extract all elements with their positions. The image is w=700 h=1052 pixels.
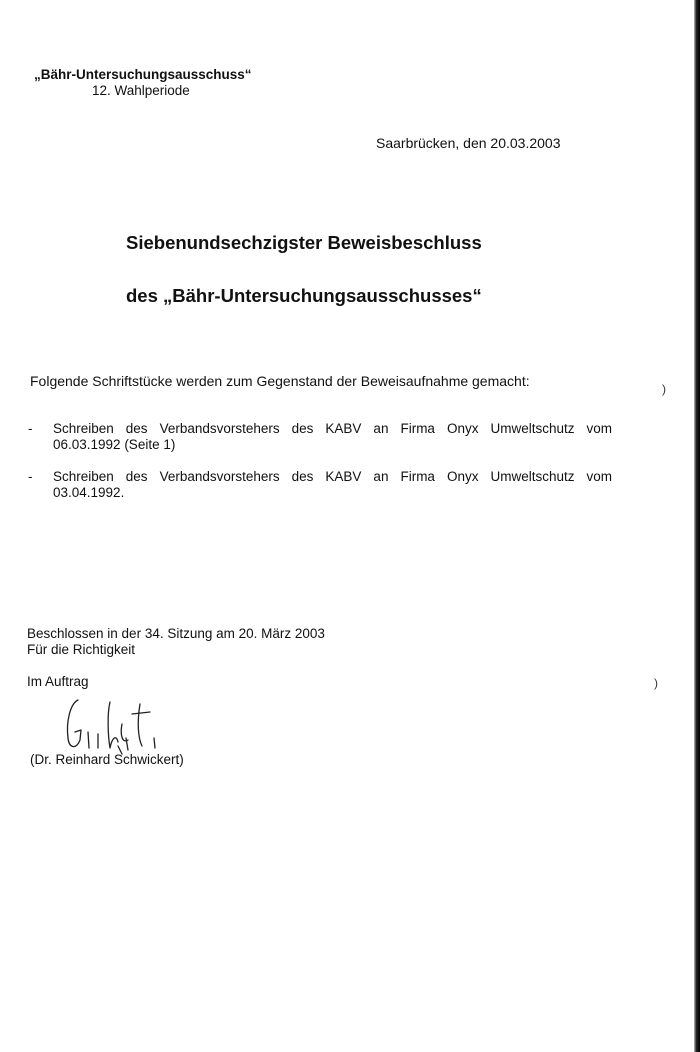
list-item-text — [53, 421, 612, 453]
scan-edge — [694, 0, 700, 1052]
margin-mark: ) — [662, 382, 666, 396]
list-item-line: 06.03.1992 (Seite 1) — [53, 437, 176, 452]
signer-name: (Dr. Reinhard Schwickert) — [30, 752, 184, 767]
committee-name: „Bähr-Untersuchungsausschuss“ — [34, 67, 252, 82]
list-item-line: 03.04.1992. — [53, 485, 125, 500]
margin-mark: ) — [654, 676, 658, 690]
on-behalf-note: Im Auftrag — [27, 674, 89, 689]
list-item-line: Schreiben des Verbandsvorstehers des KABV an Firma Onyx Umweltschutz vom — [53, 421, 612, 436]
place-date: Saarbrücken, den 20.03.2003 — [376, 135, 561, 151]
document-title: Siebenundsechzigster Beweisbeschluss — [126, 232, 482, 253]
list-dash: - — [28, 469, 33, 484]
list-item-text — [53, 469, 612, 501]
resolution-note: Beschlossen in der 34. Sitzung am 20. März 2003 — [27, 626, 325, 641]
list-dash: - — [28, 421, 33, 436]
certification-note: Für die Richtigkeit — [27, 642, 136, 657]
handwritten-signature — [58, 694, 178, 756]
intro-text: Folgende Schriftstücke werden zum Gegenstand der Beweisaufnahme gemacht: — [30, 373, 530, 389]
document-subtitle: des „Bähr-Untersuchungsausschusses“ — [126, 285, 482, 306]
electoral-period: 12. Wahlperiode — [92, 83, 190, 98]
list-item-line: Schreiben des Verbandsvorstehers des KABV an Firma Onyx Umweltschutz vom — [53, 469, 612, 484]
